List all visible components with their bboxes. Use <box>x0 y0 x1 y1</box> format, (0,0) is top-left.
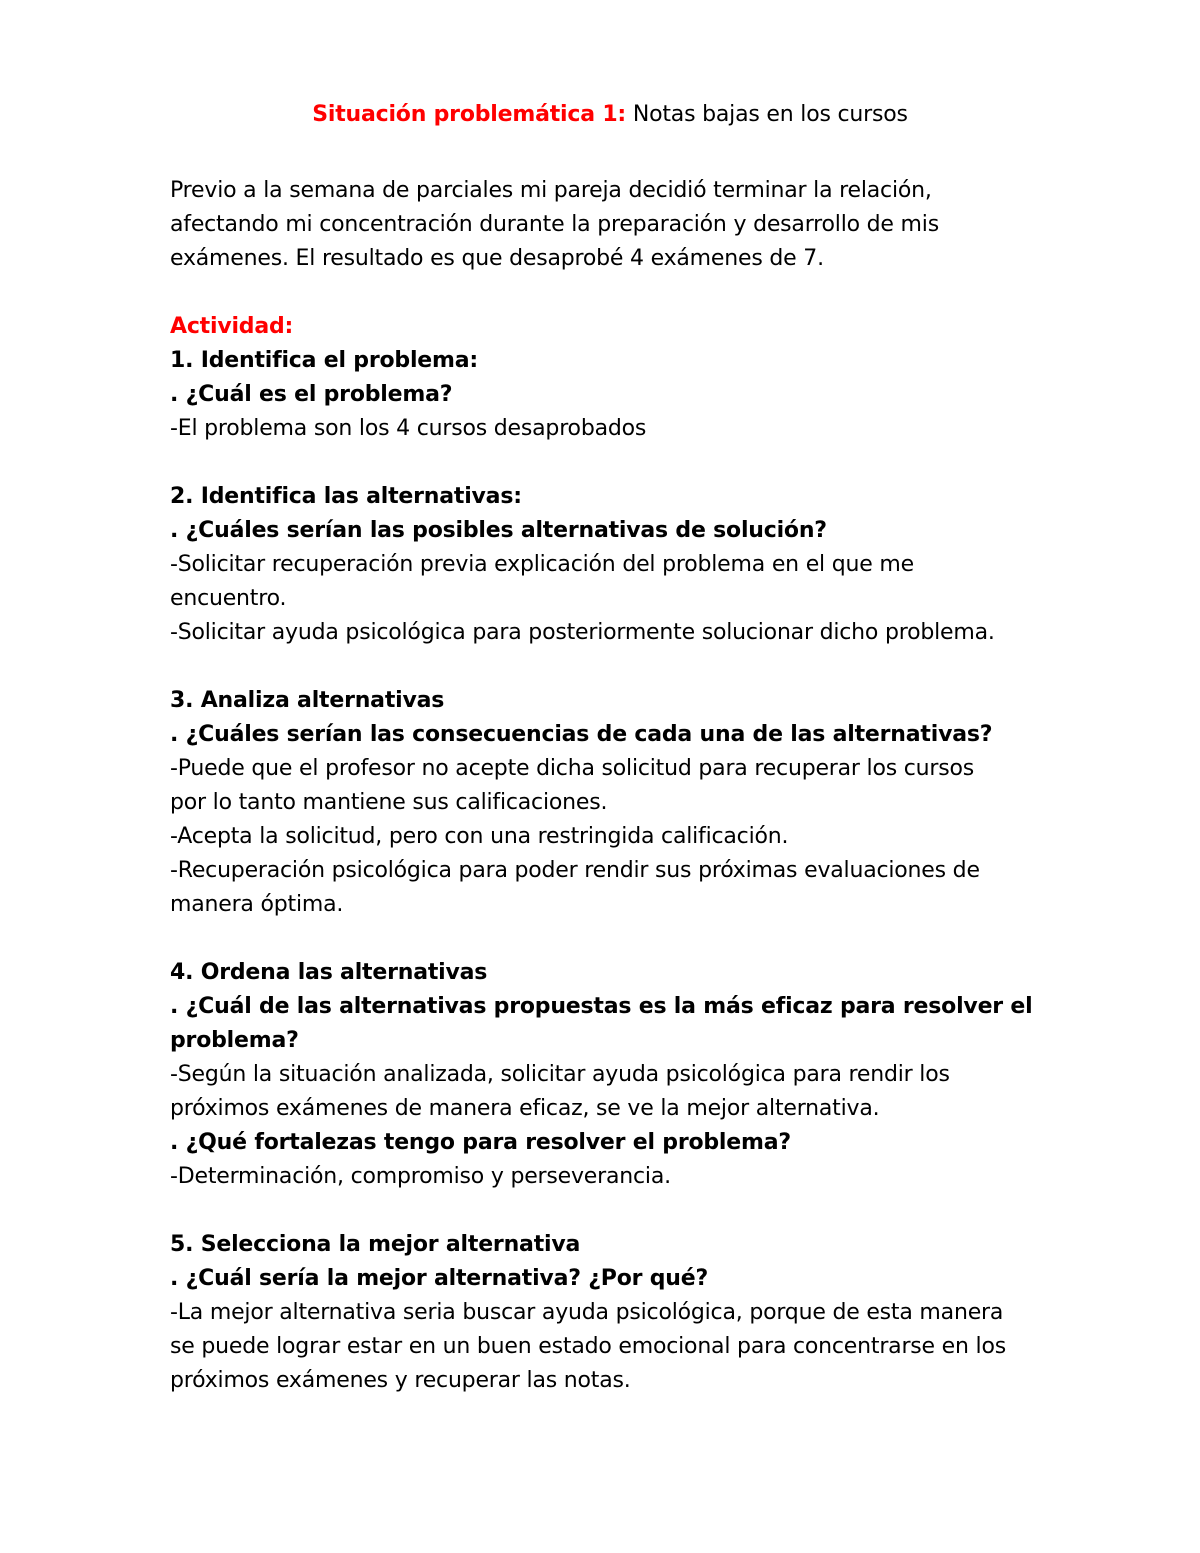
intro-line: Previo a la semana de parciales mi pareja decidió terminar la relación, <box>170 178 932 203</box>
answer-line: -Solicitar recuperación previa explicación del problema en el que me <box>170 552 914 577</box>
question-line: . ¿Cuáles serían las consecuencias de cada una de las alternativas? <box>170 722 993 747</box>
answer-line: -Solicitar ayuda psicológica para posteriormente solucionar dicho problema. <box>170 620 995 645</box>
section-1 <box>170 344 1050 446</box>
answer-line: -Puede que el profesor no acepte dicha solicitud para recuperar los cursos <box>170 756 975 781</box>
question-line: problema? <box>170 1028 299 1053</box>
section-heading: 5. Selecciona la mejor alternativa <box>170 1232 581 1257</box>
answer-line: -Acepta la solicitud, pero con una restringida calificación. <box>170 824 789 849</box>
answer-line: encuentro. <box>170 586 287 611</box>
title-text: Notas bajas en los cursos <box>626 102 908 127</box>
section-5 <box>170 1228 1050 1398</box>
answer-line: -El problema son los 4 cursos desaprobados <box>170 416 647 441</box>
section-heading: 1. Identifica el problema: <box>170 348 478 373</box>
question-line: . ¿Cuáles serían las posibles alternativas de solución? <box>170 518 827 543</box>
answer-line: -Según la situación analizada, solicitar ayuda psicológica para rendir los <box>170 1062 950 1087</box>
answer-line: próximos exámenes de manera eficaz, se ve la mejor alternativa. <box>170 1096 880 1121</box>
document-body <box>170 98 1050 1432</box>
answer-line: próximos exámenes y recuperar las notas. <box>170 1368 631 1393</box>
answer-line: -Recuperación psicológica para poder rendir sus próximas evaluaciones de <box>170 858 980 883</box>
title-label: Situación problemática 1: <box>312 102 627 127</box>
answer-line: manera óptima. <box>170 892 344 917</box>
section-2 <box>170 480 1050 650</box>
question-line: . ¿Cuál sería la mejor alternativa? ¿Por qué? <box>170 1266 709 1291</box>
document-title <box>170 98 1050 132</box>
answer-line: -Determinación, compromiso y perseverancia. <box>170 1164 671 1189</box>
section-heading: 4. Ordena las alternativas <box>170 960 488 985</box>
answer-line: por lo tanto mantiene sus calificaciones. <box>170 790 608 815</box>
intro-line: exámenes. El resultado es que desaprobé 4 exámenes de 7. <box>170 246 824 271</box>
intro-line: afectando mi concentración durante la preparación y desarrollo de mis <box>170 212 939 237</box>
section-heading: 2. Identifica las alternativas: <box>170 484 522 509</box>
section-3 <box>170 684 1050 922</box>
activity-label: Actividad: <box>170 314 294 339</box>
section-4 <box>170 956 1050 1194</box>
answer-line: -La mejor alternativa seria buscar ayuda psicológica, porque de esta manera <box>170 1300 1004 1325</box>
question-line: . ¿Cuál de las alternativas propuestas es la más eficaz para resolver el <box>170 994 1033 1019</box>
answer-line: se puede lograr estar en un buen estado emocional para concentrarse en los <box>170 1334 1006 1359</box>
intro-paragraph <box>170 174 1050 276</box>
question-line: . ¿Cuál es el problema? <box>170 382 453 407</box>
question-line: . ¿Qué fortalezas tengo para resolver el problema? <box>170 1130 791 1155</box>
section-heading: 3. Analiza alternativas <box>170 688 445 713</box>
